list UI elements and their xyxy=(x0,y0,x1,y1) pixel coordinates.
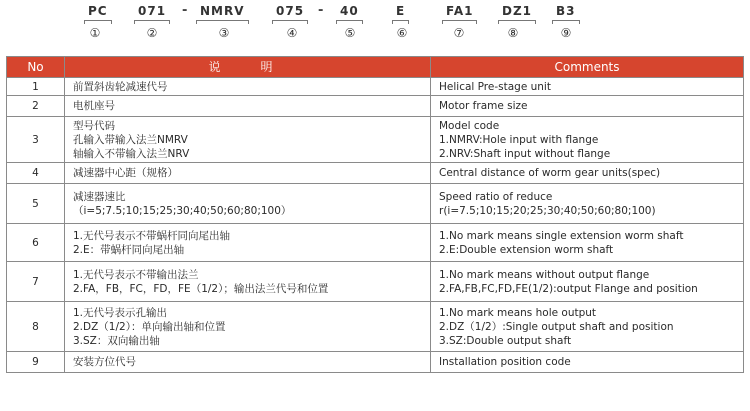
description-line: 型号代码 xyxy=(73,119,115,132)
description-line: 电机座号 xyxy=(73,100,115,112)
model-code-bar xyxy=(0,0,750,48)
row-number: 6 xyxy=(7,224,65,262)
row-number: 8 xyxy=(7,302,65,352)
comment-line: Model code xyxy=(439,119,500,132)
comment-line: Installation position code xyxy=(439,356,571,368)
table-row xyxy=(7,78,744,96)
code-number-3: ③ xyxy=(218,26,230,40)
row-description xyxy=(65,78,431,96)
description-line: 2.FA，FB，FC，FD，FE（1/2）；输出法兰代号和位置 xyxy=(73,282,329,295)
row-comments xyxy=(431,262,744,302)
row-comments xyxy=(431,352,744,373)
code-text: E xyxy=(396,4,406,18)
description-line: 孔输入带输入法兰NMRV xyxy=(73,133,188,146)
comment-line: 1.No mark means single extension worm shaft xyxy=(439,229,684,242)
code-text: 40 xyxy=(340,4,359,18)
row-description xyxy=(65,96,431,117)
description-line: 2.DZ（1/2）：单向输出轴和位置 xyxy=(73,320,226,333)
row-description xyxy=(65,302,431,352)
table-row xyxy=(7,224,744,262)
code-number-7: ⑦ xyxy=(453,26,465,40)
table-body xyxy=(7,78,744,373)
row-comments xyxy=(431,96,744,117)
code-number-9: ⑨ xyxy=(560,26,572,40)
code-text: PC xyxy=(88,4,108,18)
code-segment-9 xyxy=(556,4,576,18)
code-segment-5 xyxy=(340,4,359,18)
row-comments xyxy=(431,224,744,262)
row-number: 7 xyxy=(7,262,65,302)
code-number-1: ① xyxy=(89,26,101,40)
code-segment-7 xyxy=(446,4,473,18)
row-number: 1 xyxy=(7,78,65,96)
code-text: FA1 xyxy=(446,4,474,18)
comment-line: 2.E:Double extension worm shaft xyxy=(439,243,614,256)
code-text: 075 xyxy=(276,4,305,18)
table-header-row xyxy=(7,57,744,78)
description-line: （i=5;7.5;10;15;25;30;40;50;60;80;100） xyxy=(73,204,292,217)
description-line: 1.无代号表示不带输出法兰 xyxy=(73,268,199,281)
row-comments xyxy=(431,184,744,224)
row-number: 9 xyxy=(7,352,65,373)
comment-line: Central distance of worm gear units(spec) xyxy=(439,167,661,179)
description-line: 前置斜齿轮减速代号 xyxy=(73,80,168,93)
description-line: 安装方位代号 xyxy=(73,356,136,368)
comment-line: 2.DZ（1/2）:Single output shaft and position xyxy=(439,320,674,333)
code-number-8: ⑧ xyxy=(507,26,519,40)
code-text: 071 xyxy=(138,4,167,18)
row-comments xyxy=(431,117,744,163)
comment-line: Helical Pre-stage unit xyxy=(439,80,551,93)
comment-line: 2.FA,FB,FC,FD,FE(1/2):output Flange and position xyxy=(439,282,698,295)
comment-line: 1.No mark means hole output xyxy=(439,306,597,319)
table-row xyxy=(7,184,744,224)
table-row xyxy=(7,302,744,352)
comment-line: r(i=7.5;10;15;20;25;30;40;50;60;80;100) xyxy=(439,204,656,217)
row-number: 4 xyxy=(7,163,65,184)
table-row xyxy=(7,352,744,373)
row-description xyxy=(65,163,431,184)
comment-line: 1.NMRV:Hole input with flange xyxy=(439,133,599,146)
comment-line: Motor frame size xyxy=(439,100,528,112)
code-text: NMRV xyxy=(200,4,245,18)
code-number-2: ② xyxy=(146,26,158,40)
code-number-6: ⑥ xyxy=(396,26,408,40)
code-text: B3 xyxy=(556,4,576,18)
row-description xyxy=(65,117,431,163)
header-description: 说 明 xyxy=(65,57,431,78)
description-line: 1.无代号表示不带蜗杆同向尾出轴 xyxy=(73,229,231,242)
code-number-5: ⑤ xyxy=(344,26,356,40)
description-line: 1.无代号表示孔输出 xyxy=(73,306,168,319)
row-description xyxy=(65,184,431,224)
row-number: 5 xyxy=(7,184,65,224)
code-segment-2 xyxy=(138,4,166,18)
row-number: 3 xyxy=(7,117,65,163)
description-line: 减速器速比 xyxy=(73,190,126,203)
code-dash: - xyxy=(182,3,188,18)
code-segment-3 xyxy=(200,4,245,18)
table-row xyxy=(7,163,744,184)
row-number: 2 xyxy=(7,96,65,117)
row-comments xyxy=(431,78,744,96)
row-description xyxy=(65,352,431,373)
row-comments xyxy=(431,302,744,352)
row-description xyxy=(65,224,431,262)
header-comments: Comments xyxy=(431,57,744,78)
table-row xyxy=(7,262,744,302)
description-line: 3.SZ：双向输出轴 xyxy=(73,334,160,347)
code-description-table xyxy=(6,56,744,373)
comment-line: 2.NRV:Shaft input without flange xyxy=(439,147,611,160)
code-dash: - xyxy=(318,3,324,18)
table-row xyxy=(7,117,744,163)
code-number-4: ④ xyxy=(286,26,298,40)
description-line: 减速器中心距（规格） xyxy=(73,167,178,179)
code-text: DZ1 xyxy=(502,4,533,18)
row-comments xyxy=(431,163,744,184)
code-segment-1 xyxy=(88,4,108,18)
table-row xyxy=(7,96,744,117)
description-line: 轴输入不带输入法兰NRV xyxy=(73,147,190,160)
comment-line: 3.SZ:Double output shaft xyxy=(439,334,572,347)
description-line: 2.E：带蜗杆同向尾出轴 xyxy=(73,243,185,256)
code-segment-8 xyxy=(502,4,532,18)
code-segment-4 xyxy=(276,4,304,18)
comment-line: 1.No mark means without output flange xyxy=(439,268,650,281)
row-description xyxy=(65,262,431,302)
comment-line: Speed ratio of reduce xyxy=(439,190,553,203)
code-segment-6 xyxy=(396,4,405,18)
header-no: No xyxy=(7,57,65,78)
